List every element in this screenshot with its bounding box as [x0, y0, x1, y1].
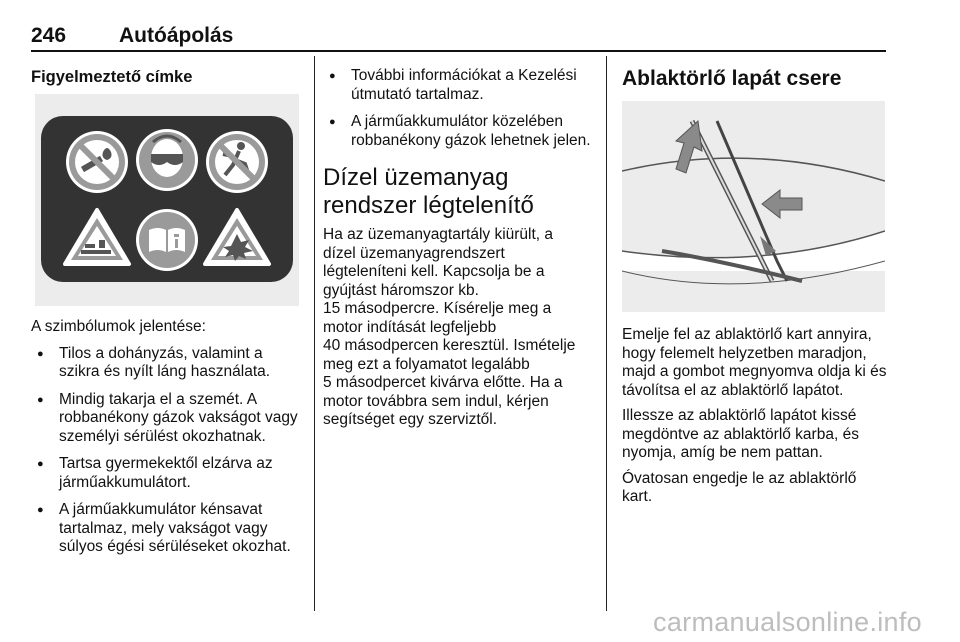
text-line: motor indítását legfeljebb — [323, 318, 497, 336]
text-line: segítséget egy szerviztől. — [323, 411, 498, 428]
no-smoking-no-flame-icon — [66, 131, 128, 193]
diesel-bleed-heading: Dízel üzemanyag rendszer légtelenítő — [323, 164, 534, 219]
text-line: 40 másodpercen keresztül. Ismételje — [323, 337, 576, 354]
text-line: motor továbbra sem indul, kérjen — [323, 392, 549, 410]
text-line: dízel üzemanyagrendszert — [323, 244, 505, 262]
wiper-step-2: Illessze az ablaktörlő lapátot kissé megdöntve az ablaktörlő karba, és nyomja, amíg be nem pattan. — [622, 407, 859, 461]
read-manual-icon — [136, 209, 198, 271]
left-column-text — [31, 318, 303, 566]
column-divider-2 — [606, 56, 607, 611]
header-rule — [31, 50, 886, 52]
list-item: ● Tartsa gyermekektől elzárva az járműakkumulátort. — [31, 455, 303, 492]
wiper-step-3: Óvatosan engedje le az ablaktörlő kart. — [622, 469, 857, 505]
right-column-text — [622, 326, 890, 507]
list-item: ● További információkat a Kezelési útmutató tartalmaz. — [323, 67, 598, 104]
warning-label-heading: Figyelmeztető címke — [31, 68, 193, 86]
lift-arrow-icon — [676, 121, 702, 173]
text-line: Ha az üzemanyagtartály kiürült, a — [323, 226, 554, 243]
text-line: 15 másodpercre. Kísérelje meg a — [323, 300, 552, 317]
list-item: ● Mindig takarja el a szemét. A robbanékony gázok vakságot vagy személyi sérülést okozhatnak. — [31, 391, 303, 447]
symbols-intro: A szimbólumok jelentése: — [31, 318, 206, 335]
text-line: gyújtást háromszor kb. — [323, 281, 479, 299]
section-title: Autóápolás — [119, 24, 234, 47]
wiper-figure — [622, 101, 885, 312]
column-divider-1 — [314, 56, 315, 611]
wiper-step-1: Emelje fel az ablaktörlő kart annyira, hogy felemelt helyzetben maradjon, majd a gombot megnyomva oldja ki és távolítsa el az ablaktörlő lapátot. — [622, 326, 887, 399]
text-line: 5 másodpercet kivárva előtte. Ha a — [323, 374, 563, 391]
battery-info-list — [323, 67, 598, 150]
wiper-diagram-icon — [622, 101, 885, 312]
left-column — [31, 68, 303, 87]
watermark: carmanualsonline.info — [653, 607, 922, 637]
press-arrow-icon — [762, 190, 802, 218]
list-item: ● A járműakkumulátor közelében robbanékony gázok lehetnek jelen. — [323, 113, 598, 150]
symbols-list — [31, 345, 303, 557]
list-item: ● A járműakkumulátor kénsavat tartalmaz, mely vakságot vagy súlyos égési sérüléseket okozhat. — [31, 501, 303, 557]
page-number: 246 — [31, 24, 67, 47]
wiper-heading: Ablaktörlő lapát csere — [622, 67, 842, 90]
text-line: légteleníteni kell. Kapcsolja be a — [323, 263, 545, 280]
page-header — [31, 24, 234, 48]
warning-label-panel — [35, 94, 299, 306]
diesel-bleed-paragraph — [323, 226, 598, 430]
warning-label-figure — [35, 94, 299, 306]
list-item: ● Tilos a dohányzás, valamint a szikra és nyílt láng használata. — [31, 345, 303, 382]
eye-protection-icon — [136, 129, 198, 191]
middle-column — [323, 67, 598, 430]
keep-away-from-children-icon — [206, 131, 268, 193]
text-line: meg ezt a folyamatot legalább — [323, 355, 530, 373]
right-column — [622, 65, 887, 99]
